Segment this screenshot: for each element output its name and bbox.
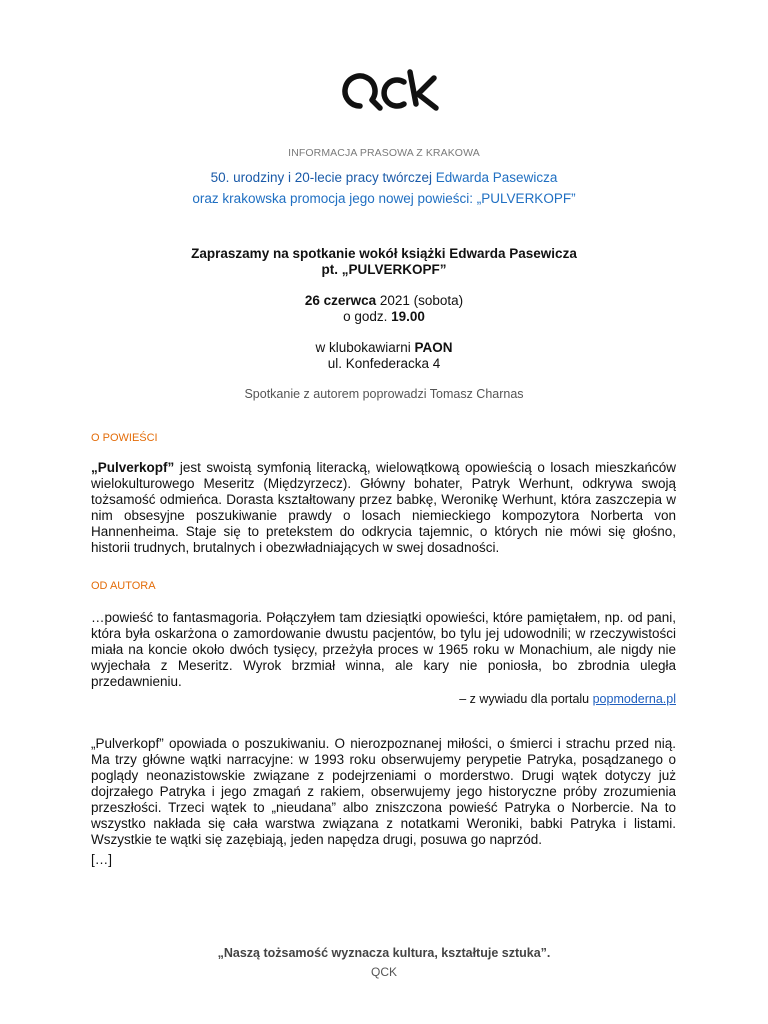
- author-section-label: OD AUTORA: [91, 580, 156, 592]
- venue-name: PAON: [414, 340, 453, 355]
- event-headline: [0, 246, 768, 278]
- anniversary-text: 50. urodziny i 20-lecie pracy twórczej: [210, 170, 433, 185]
- novel-title: „Pulverkopf”: [91, 460, 175, 475]
- venue-prefix: w klubokawiarni: [315, 340, 415, 355]
- interview-attribution: [459, 692, 676, 706]
- headline-line1: Zapraszamy na spotkanie wokół książki Edwarda Pasewicza: [191, 246, 577, 261]
- popmoderna-link[interactable]: popmoderna.pl: [592, 692, 676, 706]
- footer-brand: QCK: [370, 965, 397, 979]
- event-date: [0, 293, 768, 325]
- footer-quote: „Naszą tożsamość wyznacza kultura, kształtuje sztuka”.: [217, 946, 551, 960]
- summary-ellipsis: […]: [91, 852, 113, 867]
- press-kicker: INFORMACJA PRASOWA Z KRAKOWA: [288, 147, 480, 159]
- time-prefix: o godz.: [343, 309, 392, 324]
- time-bold: 19.00: [391, 309, 425, 324]
- date-bold: 26 czerwca: [304, 293, 377, 308]
- venue-address: ul. Konfederacka 4: [327, 356, 441, 371]
- attribution-prefix: – z wywiadu dla portalu: [459, 692, 593, 706]
- qck-logo-icon: [338, 66, 440, 114]
- event-subtitle-line2: oraz krakowska promocja jego nowej powieści: „PULVERKOPF”: [192, 191, 576, 206]
- author-name-text: Edwarda Pasewicza: [432, 170, 558, 185]
- event-host: Spotkanie z autorem poprowadzi Tomasz Charnas: [244, 387, 524, 401]
- novel-paragraph: [91, 460, 676, 556]
- novel-section-label: O POWIEŚCI: [91, 432, 158, 444]
- date-rest: 2021 (sobota): [376, 293, 464, 308]
- event-venue: [0, 340, 768, 372]
- headline-line2: pt. „PULVERKOPF”: [321, 262, 447, 277]
- author-quote-paragraph: …powieść to fantasmagoria. Połączyłem tam dziesiątki opowieści, które pamiętałem, np. od pani, która była oskarżona o zamordowanie dwustu pacjentów, bo tylu jej udowodnili; w rzeczywistości miała na koncie około dwóch tysięcy, przeżyła proces w 1965 roku w Monachium, ale nigdy nie wyjechała z Meseritz. Wyrok brzmiał winna, ale kary nie poniosła, bo zbrodnia uległa przedawnieniu.: [91, 610, 676, 689]
- novel-text: jest swoistą symfonią literacką, wielowątkową opowieścią o losach mieszkańców wielokulturowego Meseritz (Międzyrzecz). Główny bohater, Patryk Werhunt, odkrywa swoją tożsamość odmieńca. Dorasta kształtowany przez babkę, Weronikę Werhunt, która zaszczepia w nim obsesyjne poszukiwanie prawdy o losach niemieckiego kompozytora Norberta von Hannenheima. Staje się to pretekstem do odkrycia tajemnic, o których nie mówi się głośno, historii trudnych, brutalnych i obezwładniających w swej dosadności.: [91, 460, 676, 555]
- summary-paragraph: „Pulverkopf” opowiada o poszukiwaniu. O nierozpoznanej miłości, o śmierci i strachu przed nią. Ma trzy główne wątki narracyjne: w 1993 roku obserwujemy perypetie Patryka, posądzanego o poglądy neonazistowskie związane z podejrzeniami o morderstwo. Drugi wątek dotyczy już dojrzałego Patryka i jego zmagań z rakiem, obserwujemy jego historyczne próby zrozumienia przeszłości. Trzeci wątek to „nieudana” albo zniszczona powieść Patryka o Norbercie. Na to wszystko nakłada się cała warstwa związana z notatkami Weroniki, babki Patryka i listami. Wszystkie te wątki się zazębiają, jeden napędza drugi, posuwa go naprzód.: [91, 736, 676, 847]
- event-subtitle-line1: [0, 170, 768, 185]
